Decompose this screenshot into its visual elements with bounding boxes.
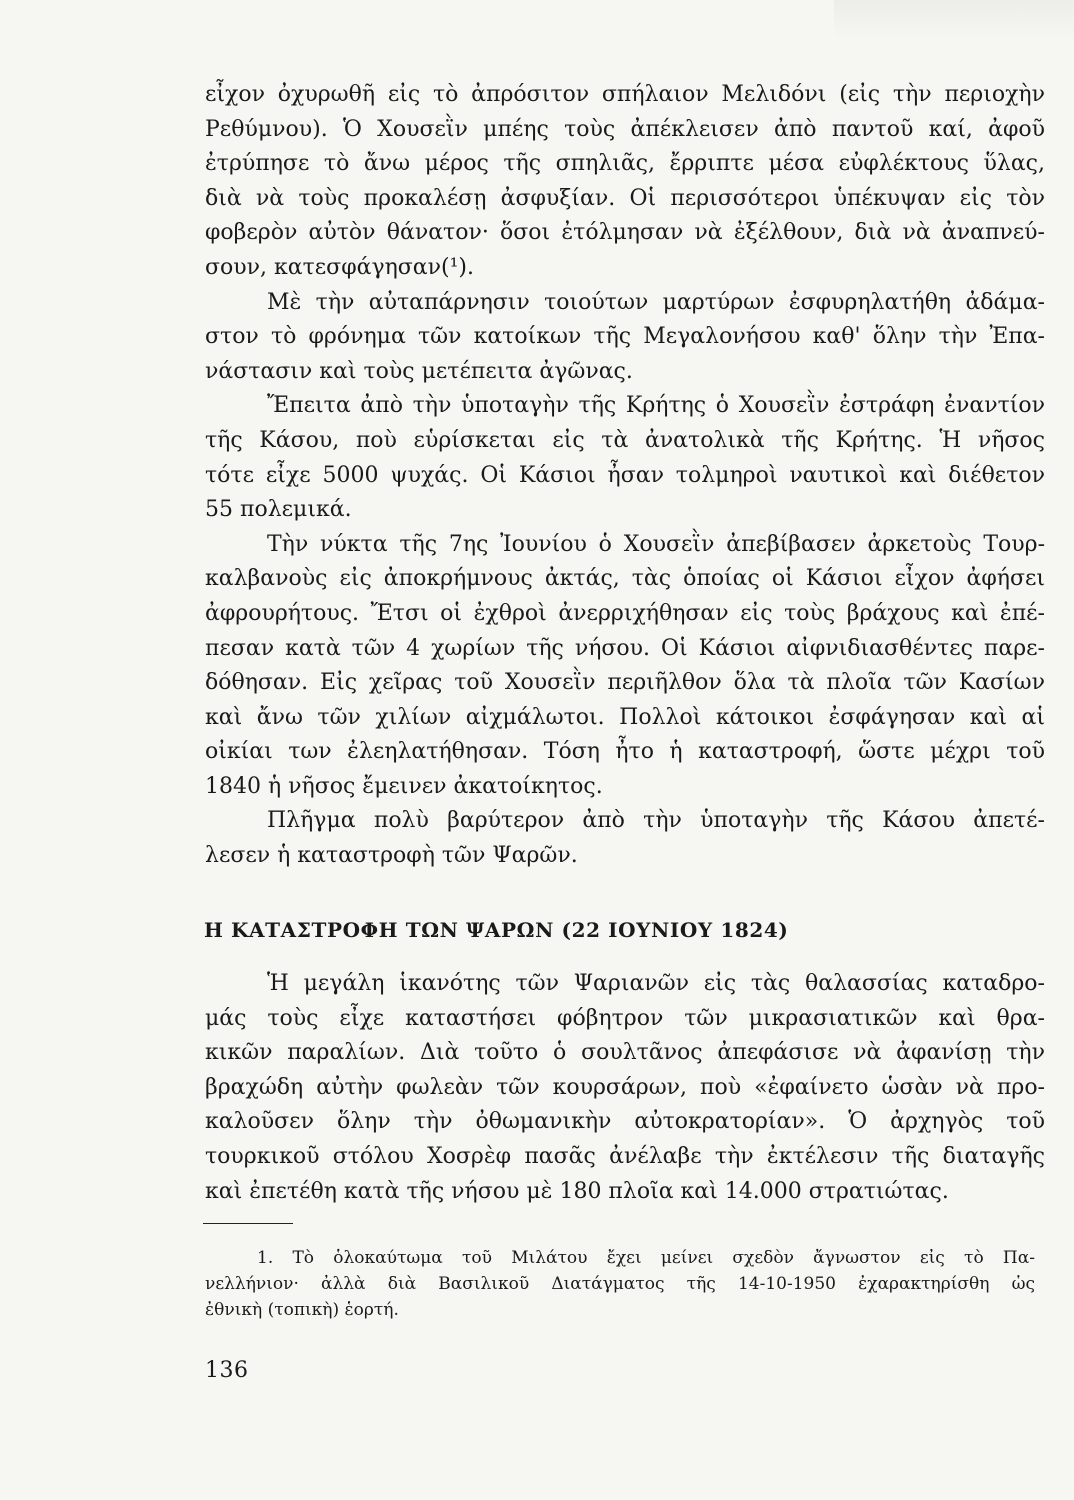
text-line: δόθησαν. Εἰς χεῖρας τοῦ Χουσεῒν περιῆλθον ὅλα τὰ πλοῖα τῶν Κασίων [205,670,1045,696]
body-text [205,78,1045,874]
text-line: Τὴν νύκτα τῆς 7ης Ἰουνίου ὁ Χουσεῒν ἀπεβίβασεν ἀρκετοὺς Τουρ- [267,531,1045,557]
text-line: Ἡ μεγάλη ἱκανότης τῶν Ψαριανῶν εἰς τὰς θαλασσίας καταδρο- [267,971,1045,996]
footnote-divider [203,1223,293,1224]
text-line: κικῶν παραλίων. Διὰ τοῦτο ὁ σουλτᾶνος ἀπεφάσισε νὰ ἀφανίσῃ τὴν [205,1040,1045,1066]
text-line: τῆς Κάσου, ποὺ εὑρίσκεται εἰς τὰ ἀνατολικὰ τῆς Κρήτης. Ἡ νῆσος [205,427,1045,453]
footnote [205,1245,1035,1323]
text-line: νάστασιν καὶ τοὺς μετέπειτα ἀγῶνας. [205,358,633,384]
text-line: τουρκικοῦ στόλου Χοσρὲφ πασᾶς ἀνέλαβε τὴν ἐκτέλεσιν τῆς διαταγῆς [205,1143,1045,1169]
text-line: διὰ νὰ τοὺς προκαλέσῃ ἀσφυξίαν. Οἱ περισσότεροι ὑπέκυψαν εἰς τὸν [205,185,1045,211]
text-line: στον τὸ φρόνημα τῶν κατοίκων τῆς Μεγαλονήσου καθ' ὅλην τὴν Ἐπα- [205,324,1045,350]
text-line: πεσαν κατὰ τῶν 4 χωρίων τῆς νήσου. Οἱ Κάσιοι αἰφνιδιασθέντες παρε- [205,635,1045,661]
text-line: 55 πολεμικά. [205,497,352,523]
section-body-text [205,967,1045,1209]
text-line: ἐτρύπησε τὸ ἄνω μέρος τῆς σπηλιᾶς, ἔρριπτε μέσα εὐφλέκτους ὕλας, [205,151,1045,177]
text-line: Μὲ τὴν αὐταπάρνησιν τοιούτων μαρτύρων ἐσφυρηλατήθη ἀδάμα- [267,289,1045,315]
text-line: μάς τοὺς εἶχε καταστήσει φόβητρον τῶν μικρασιατικῶν καὶ θρα- [205,1005,1045,1031]
text-line: τότε εἶχε 5000 ψυχάς. Οἱ Κάσιοι ἦσαν τολμηροὶ ναυτικοὶ καὶ διέθετον [205,462,1045,488]
text-line: φοβερὸν αὐτὸν θάνατον· ὅσοι ἐτόλμησαν νὰ ἐξέλθουν, διὰ νὰ ἀναπνεύ- [205,220,1045,246]
footnote-line: 1. Τὸ ὁλοκαύτωμα τοῦ Μιλάτου ἔχει μείνει σχεδὸν ἄγνωστον εἰς τὸ Πα- [257,1248,1035,1268]
text-line: οἰκίαι των ἐλεηλατήθησαν. Τόση ἦτο ἡ καταστροφή, ὥστε μέχρι τοῦ [205,739,1045,765]
text-line: εἶχον ὀχυρωθῆ εἰς τὸ ἀπρόσιτον σπήλαιον Μελιδόνι (εἰς τὴν περιοχὴν [205,82,1045,107]
text-line: λεσεν ἡ καταστροφὴ τῶν Ψαρῶν. [205,843,578,869]
text-line: Ρεθύμνου). Ὁ Χουσεῒν μπέης τοὺς ἀπέκλεισεν ἀπὸ παντοῦ καί, ἀφοῦ [205,116,1045,142]
section-heading: Η ΚΑΤΑΣΤΡΟΦΗ ΤΩΝ ΨΑΡΩΝ (22 ΙΟΥΝΙΟΥ 1824) [204,918,789,942]
text-line: σουν, κατεσφάγησαν(¹). [205,254,475,280]
scan-shadow [834,0,1074,40]
text-line: βραχώδη αὐτὴν φωλεὰν τῶν κουρσάρων, ποὺ «ἐφαίνετο ὡσὰν νὰ προ- [205,1074,1045,1100]
text-line: Πλῆγμα πολὺ βαρύτερον ἀπὸ τὴν ὑποταγὴν τῆς Κάσου ἀπετέ- [267,808,1045,834]
footnote-line: ἐθνικὴ (τοπικὴ) ἑορτή. [205,1300,399,1320]
text-line: καὶ ἐπετέθη κατὰ τῆς νήσου μὲ 180 πλοῖα καὶ 14.000 στρατιώτας. [205,1178,949,1204]
text-line: καλβανοὺς εἰς ἀποκρήμνους ἀκτάς, τὰς ὁποίας οἱ Κάσιοι εἶχον ἀφήσει [205,566,1045,592]
text-line: καὶ ἄνω τῶν χιλίων αἰχμάλωτοι. Πολλοὶ κάτοικοι ἐσφάγησαν καὶ αἱ [205,704,1045,730]
text-line: 1840 ἡ νῆσος ἔμεινεν ἀκατοίκητος. [205,773,603,799]
text-line: καλοῦσεν ὅλην τὴν ὀθωμανικὴν αὐτοκρατορίαν». Ὁ ἀρχηγὸς τοῦ [205,1109,1045,1135]
footnote-line: νελλήνιον· ἀλλὰ διὰ Βασιλικοῦ Διατάγματος τῆς 14-10-1950 ἐχαρακτηρίσθη ὡς [205,1274,1035,1294]
text-line: Ἔπειτα ἀπὸ τὴν ὑποταγὴν τῆς Κρήτης ὁ Χουσεῒν ἐστράφη ἐναντίον [267,393,1045,419]
page-number: 136 [205,1358,249,1383]
text-line: ἀφρουρήτους. Ἔτσι οἱ ἐχθροὶ ἀνερριχήθησαν εἰς τοὺς βράχους καὶ ἐπέ- [205,600,1045,626]
